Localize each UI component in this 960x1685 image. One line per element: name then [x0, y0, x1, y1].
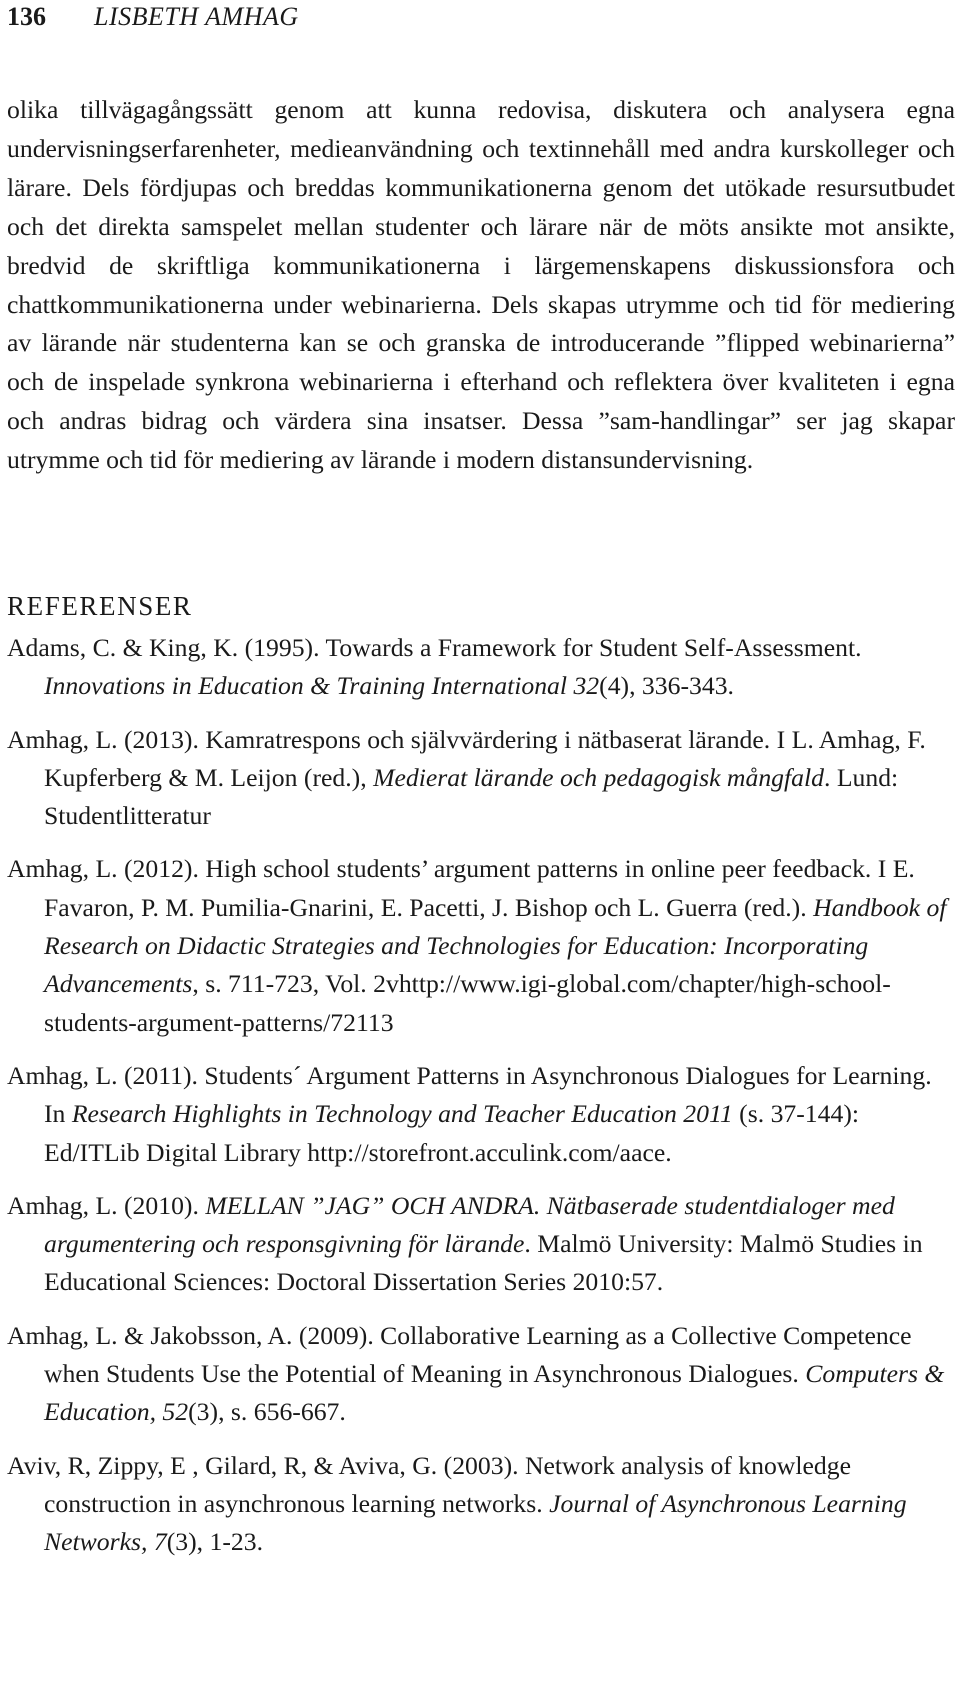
reference-text: Amhag, L. (2011). Students´ Argument Patterns in Asynchronous Dialogues for Learning. In — [7, 1060, 932, 1129]
reference-text: . Malmö University: Malmö Studies in Educational Sciences: Doctoral Dissertation Series 2010:57. — [44, 1229, 923, 1297]
reference-entry — [7, 850, 955, 1041]
reference-list — [7, 629, 955, 1577]
reference-entry — [7, 1187, 955, 1302]
reference-entry — [7, 1447, 955, 1562]
section-heading-references: REFERENSER — [7, 591, 193, 621]
reference-text: Adams, C. & King, K. (1995). Towards a Framework for Student Self-Assessment. — [7, 633, 862, 662]
running-head-author: LISBETH AMHAG — [94, 2, 299, 31]
reference-text: Amhag, L. (2010). — [7, 1190, 206, 1220]
reference-entry — [7, 721, 955, 836]
reference-title: Innovations in Education & Training International 32 — [44, 671, 600, 701]
reference-title: Journal of Asynchronous Learning Networks, 7 — [44, 1488, 907, 1557]
reference-title: Medierat lärande och pedagogisk mångfald — [373, 762, 824, 792]
reference-text: (s. 37-144): Ed/ITLib Digital Library http://storefront.acculink.com/aace. — [44, 1099, 860, 1167]
paragraph-text: olika tillvägagångssätt genom att kunna redovisa, diskutera och analysera egna undervisningserfarenheter, medieanvändning och textinnehåll med andra kurskolleger och lärare. Dels fördjupas och breddas kommunikationerna genom det utökade resursutbudet och det direkta samspelet mellan studenter och lärare när de möts ansikte mot ansikte, bredvid de skriftliga kommunikationerna i lärgemenskapens diskussionsfora och chattkommunikationerna under webinarierna. Dels skapas utrymme och tid för mediering av lärande när studenterna kan se och granska de introducerande ”flipped webinarierna” och de inspelade synkrona webinarierna i efterhand och reflektera över kvaliteten i egna och andras bidrag och värdera sina insatser. Dessa ”sam-handlingar” ser jag skapar utrymme och tid för mediering av lärande i modern distansundervisning. — [7, 95, 955, 475]
reference-title: MELLAN ”JAG” OCH ANDRA. Nätbaserade studentdialoger med argumentering och responsgivning för lärande — [44, 1190, 895, 1259]
reference-entry — [7, 629, 955, 706]
page-number: 136 — [7, 2, 46, 31]
reference-entry — [7, 1317, 955, 1432]
body-paragraph — [7, 91, 955, 480]
reference-text: Amhag, L. & Jakobsson, A. (2009). Collaborative Learning as a Collective Competence when Students Use the Potential of Meaning in Asynchronous Dialogues. — [7, 1320, 912, 1389]
reference-text: Amhag, L. (2013). Kamratrespons och självvärdering i nätbaserat lärande. I L. Amhag, F. Kupferberg & M. Leijon (red.), — [7, 724, 926, 792]
reference-title: Handbook of Research on Didactic Strategies and Technologies for Education: Incorporating Advancements — [44, 892, 947, 999]
reference-text: (3), s. 656-667. — [188, 1397, 346, 1427]
reference-title: Computers & Education, 52 — [44, 1359, 945, 1427]
reference-text: , s. 711-723, Vol. 2vhttp://www.igi-global.com/chapter/high-school-students-argument-patterns/72113 — [44, 969, 891, 1037]
reference-text: Amhag, L. (2012). High school students’ argument patterns in online peer feedback. I E. Favaron, P. M. Pumilia-Gnarini, E. Pacetti, J. Bishop och L. Guerra (red.). — [7, 854, 915, 922]
reference-entry — [7, 1057, 955, 1172]
reference-text: (3), 1-23. — [166, 1527, 264, 1557]
running-head — [7, 0, 299, 34]
reference-text: Aviv, R, Zippy, E , Gilard, R, & Aviva, G. (2003). Network analysis of knowledge construction in asynchronous learning networks. — [7, 1450, 851, 1518]
reference-text: . Lund: Studentlitteratur — [44, 762, 899, 831]
reference-title: Research Highlights in Technology and Teacher Education 2011 — [71, 1099, 733, 1129]
reference-text: (4), 336-343. — [599, 671, 734, 701]
